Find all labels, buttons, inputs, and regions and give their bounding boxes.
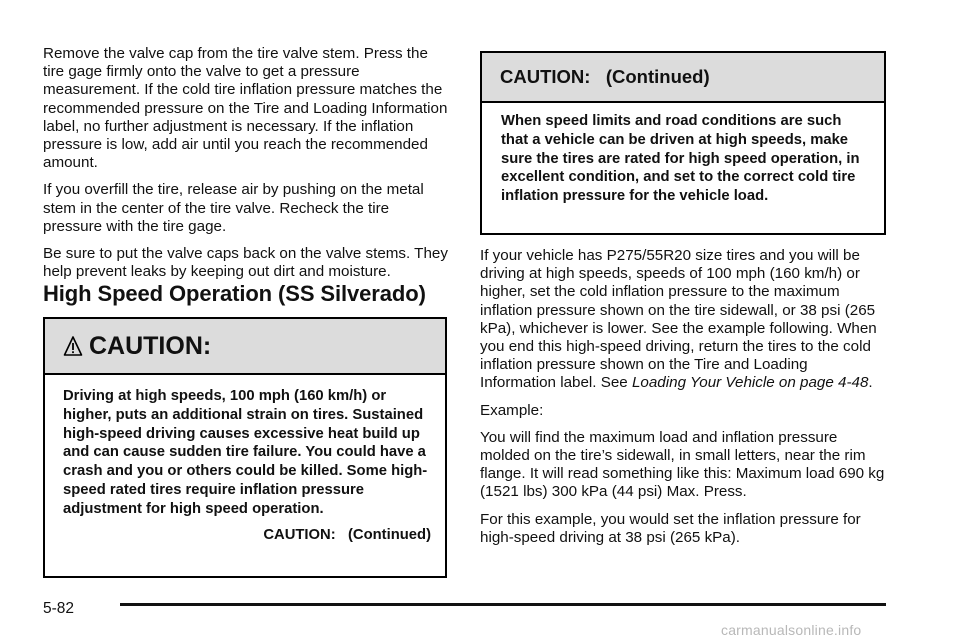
paragraph-text: If your vehicle has P275/55R20 size tires and you will be driving at high speeds, speeds of 100 mph (160 km/h) or higher, set the cold inflation pressure to the maximum inflation pressure shown on the tire sidewall, or 38 psi (265 kPa), whichever is lower. See the example following. When you end this high-speed driving, return the tires to the cold inflation pressure shown on the Tire and Loading Information label. See: [480, 247, 877, 392]
right-paragraphs: [480, 247, 886, 547]
paragraph: For this example, you would set the inflation pressure for high-speed driving at 38 psi (265 kPa).: [480, 510, 861, 546]
section-heading: High Speed Operation (SS Silverado): [43, 281, 426, 306]
caution-body: [45, 375, 445, 544]
footer-rule: [120, 603, 886, 606]
caution-continued-note: CAUTION: (Continued): [263, 526, 431, 543]
paragraph: Remove the valve cap from the tire valve stem. Press the tire gage firmly onto the valve to get a pressure measurement. If the cold tire inflation pressure matches the recommended pressure on the Tire and Loading Information label, no further adjustment is necessary. If the inflation pressure is low, add air until you reach the recommended amount.: [43, 45, 448, 172]
page-number: 5-82: [43, 600, 75, 617]
warning-triangle-icon: [63, 335, 83, 357]
watermark: carmanualsonline.info: [721, 622, 862, 638]
caution-text: Driving at high speeds, 100 mph (160 km/h) or higher, puts an additional strain on tires. Sustained high-speed driving causes excessive heat build up and can cause sudden tire failure. You could have a crash and you or others could be killed. Some high-speed rated tires require inflation pressure adjustment for high speed operation.: [63, 388, 428, 517]
paragraph: Example:: [480, 401, 544, 419]
paragraph: Be sure to put the valve caps back on the valve stems. They help prevent leaks by keeping out dirt and moisture.: [43, 245, 448, 281]
caution-header: [45, 319, 445, 375]
caution-box: [43, 317, 447, 578]
caution-text: When speed limits and road conditions are such that a vehicle can be driven at high speeds, make sure the tires are rated for high speed operation, in excellent condition, and set to the correct cold tire inflation pressure for the vehicle load.: [501, 113, 860, 205]
caution-header: [482, 53, 884, 103]
caution-title: CAUTION:: [89, 331, 212, 360]
paragraph: You will find the maximum load and inflation pressure molded on the tire’s sidewall, in small letters, near the rim flange. It will read something like this: Maximum load 690 kg (1521 lbs) 300 kPa (44 psi) Max. Press.: [480, 428, 885, 501]
left-paragraphs: [43, 45, 449, 281]
paragraph-end: .: [868, 374, 873, 392]
cross-reference-link[interactable]: Loading Your Vehicle on page 4-48: [631, 374, 869, 392]
caution-title: CAUTION: (Continued): [500, 66, 710, 87]
paragraph: [480, 247, 886, 393]
caution-body: [482, 103, 884, 206]
paragraph: If you overfill the tire, release air by pushing on the metal stem in the center of the tire valve. Recheck the tire pressure with the tire gage.: [43, 181, 424, 235]
caution-continued-box: [480, 51, 886, 235]
